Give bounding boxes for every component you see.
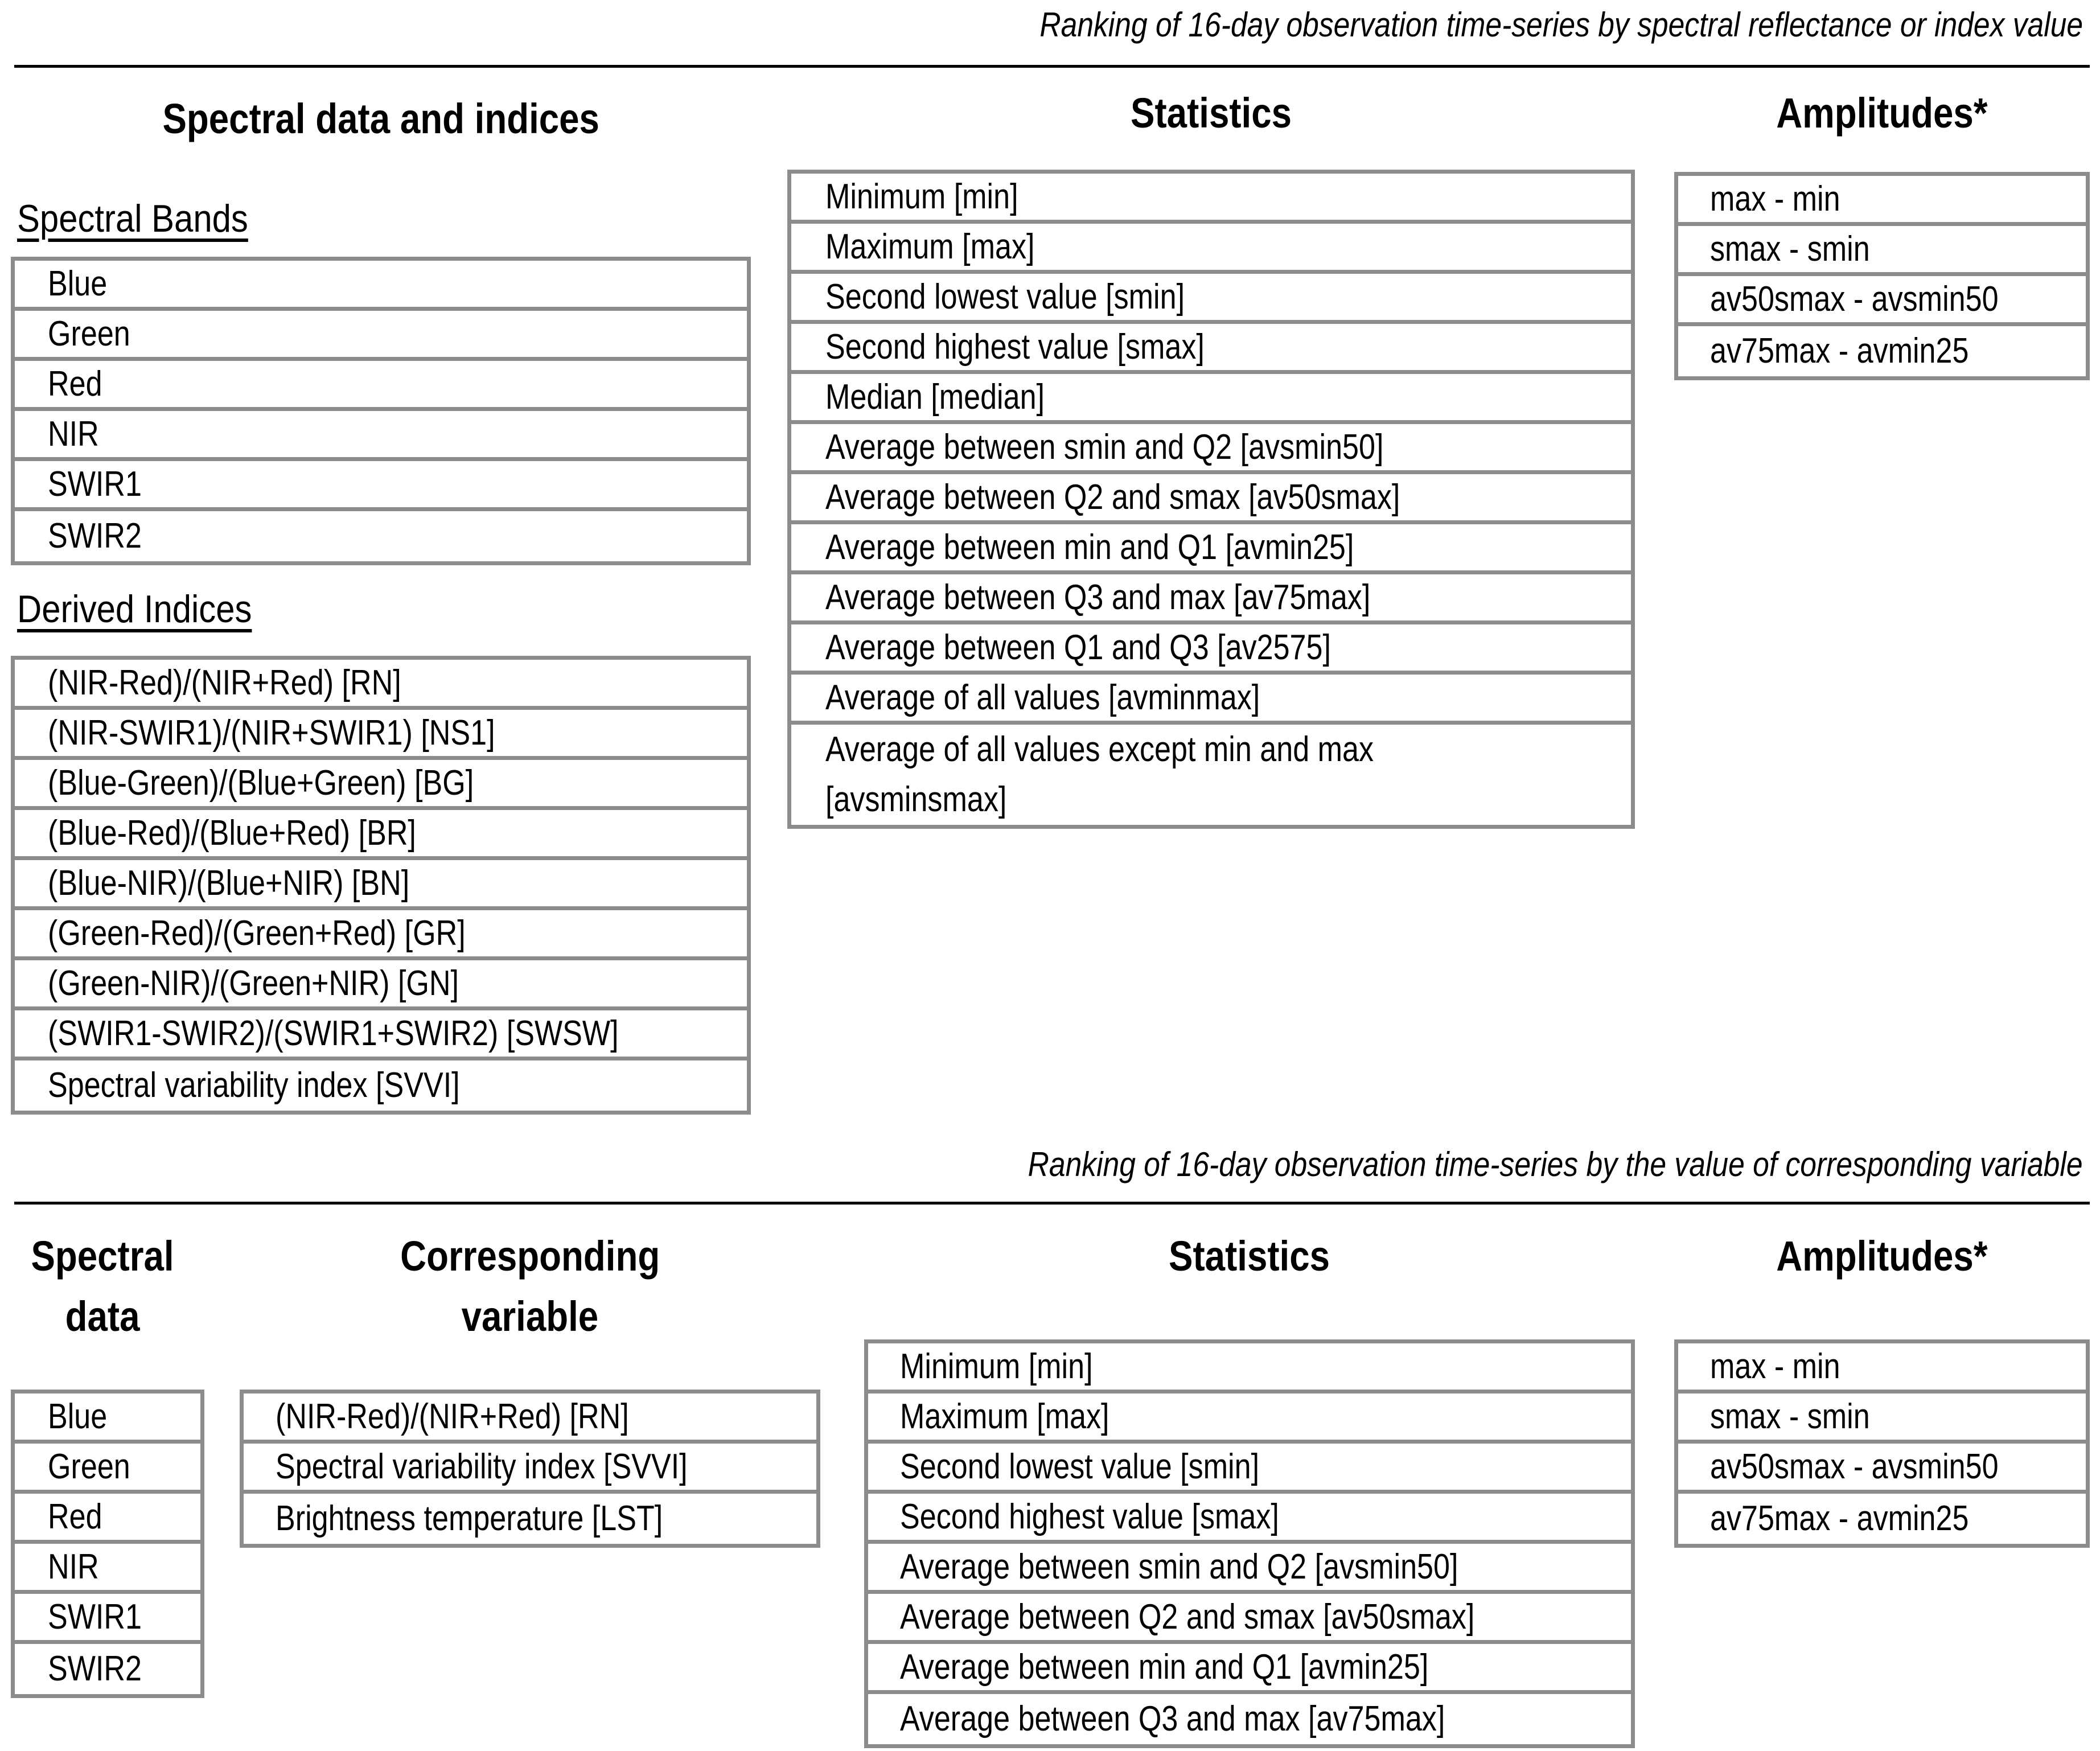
list-item-band: Green bbox=[15, 311, 747, 361]
amplitudes-heading: Amplitudes* bbox=[1776, 89, 1988, 137]
list-item-statistic: Average between Q1 and Q3 [av2575] bbox=[791, 624, 1631, 675]
list-item-statistic: Average of all values [avminmax] bbox=[791, 675, 1631, 725]
heading-line: variable bbox=[461, 1293, 599, 1340]
list-item-index: (Blue-Green)/(Blue+Green) [BG] bbox=[15, 760, 747, 810]
derived-indices-label: Derived Indices bbox=[17, 587, 252, 631]
section2-divider bbox=[14, 1202, 2090, 1205]
list-item-statistic: Second lowest value [smin] bbox=[791, 274, 1631, 324]
list-item-band: SWIR2 bbox=[48, 1649, 142, 1688]
list-item-amplitude: av75max - avmin25 bbox=[1710, 1499, 1969, 1538]
list-item-index: (SWIR1-SWIR2)/(SWIR1+SWIR2) [SWSW] bbox=[15, 1010, 747, 1061]
section2-caption: Ranking of 16-day observation time-series by the value of corresponding variable bbox=[1028, 1145, 2083, 1183]
list-item-index: (NIR-SWIR1)/(NIR+SWIR1) [NS1] bbox=[15, 710, 747, 760]
list-item-band: SWIR1 bbox=[15, 1594, 200, 1644]
list-item-statistic: Maximum [max] bbox=[791, 224, 1631, 274]
list-item-band: Red bbox=[15, 361, 747, 411]
statistics-table-2 bbox=[864, 1339, 1635, 1748]
statistics-heading-2: Statistics bbox=[1169, 1232, 1330, 1280]
list-item-statistic: Average between min and Q1 [avmin25] bbox=[791, 524, 1631, 574]
list-item-statistic: Average between smin and Q2 [avsmin50] bbox=[868, 1544, 1631, 1594]
list-item-band: SWIR1 bbox=[15, 461, 747, 511]
statistics-table bbox=[787, 170, 1635, 829]
statistics-heading: Statistics bbox=[1131, 89, 1292, 137]
list-item-band: Blue bbox=[15, 1394, 200, 1444]
list-item-statistic: Average between Q3 and max [av75max] bbox=[900, 1699, 1445, 1738]
list-item-statistic: Median [median] bbox=[791, 374, 1631, 424]
list-item-variable: Brightness temperature [LST] bbox=[276, 1499, 663, 1538]
spectral-bands-label: Spectral Bands bbox=[17, 197, 248, 240]
list-item-amplitude: av75max - avmin25 bbox=[1710, 331, 1969, 371]
list-item-amplitude: av50smax - avsmin50 bbox=[1678, 276, 2086, 326]
list-item-statistic: Average between min and Q1 [avmin25] bbox=[868, 1644, 1631, 1694]
list-item-band: Green bbox=[15, 1444, 200, 1494]
corresponding-variable-heading bbox=[240, 1226, 820, 1347]
list-item-band: Blue bbox=[15, 261, 747, 311]
list-item-band: SWIR2 bbox=[48, 516, 142, 556]
heading-line: Corresponding bbox=[400, 1232, 660, 1280]
list-item-band: NIR bbox=[15, 411, 747, 461]
list-item-statistic: Average between Q3 and max [av75max] bbox=[791, 574, 1631, 624]
heading-line: data bbox=[65, 1293, 140, 1340]
list-item-amplitude: smax - smin bbox=[1678, 226, 2086, 276]
list-item-index: (Green-Red)/(Green+Red) [GR] bbox=[15, 910, 747, 960]
heading-line: Spectral bbox=[31, 1232, 174, 1280]
list-item-statistic: Maximum [max] bbox=[868, 1394, 1631, 1444]
spectral-data-heading-2 bbox=[0, 1226, 205, 1347]
list-item-statistic: Minimum [min] bbox=[791, 174, 1631, 224]
list-item-amplitude: max - min bbox=[1678, 176, 2086, 226]
list-item-index: (Blue-Red)/(Blue+Red) [BR] bbox=[15, 810, 747, 860]
amplitudes-heading-2: Amplitudes* bbox=[1776, 1232, 1988, 1280]
list-item-statistic: Minimum [min] bbox=[868, 1343, 1631, 1394]
list-item-index: (NIR-Red)/(NIR+Red) [RN] bbox=[15, 660, 747, 710]
corresponding-variable-table bbox=[240, 1390, 820, 1548]
list-item-index: Spectral variability index [SVVI] bbox=[48, 1066, 460, 1105]
list-item-index: (Green-NIR)/(Green+NIR) [GN] bbox=[15, 960, 747, 1010]
list-item-statistic: Second highest value [smax] bbox=[868, 1494, 1631, 1544]
derived-indices-table bbox=[11, 656, 751, 1115]
list-item-statistic: Average of all values except min and max [avsminsmax] bbox=[825, 730, 1374, 819]
list-item-index: (Blue-NIR)/(Blue+NIR) [BN] bbox=[15, 860, 747, 910]
section1-caption: Ranking of 16-day observation time-series by spectral reflectance or index value bbox=[1039, 6, 2083, 44]
list-item-statistic: Average between Q2 and smax [av50smax] bbox=[868, 1594, 1631, 1644]
list-item-amplitude: av50smax - avsmin50 bbox=[1678, 1444, 2086, 1494]
amplitudes-table-2 bbox=[1674, 1339, 2090, 1548]
list-item-statistic: Second lowest value [smin] bbox=[868, 1444, 1631, 1494]
list-item-variable: Spectral variability index [SVVI] bbox=[244, 1444, 816, 1494]
section1-divider bbox=[14, 65, 2090, 68]
spectral-data-table-2 bbox=[11, 1390, 204, 1698]
list-item-statistic: Second highest value [smax] bbox=[791, 324, 1631, 374]
spectral-data-heading: Spectral data and indices bbox=[162, 95, 599, 142]
list-item-band: NIR bbox=[15, 1544, 200, 1594]
list-item-amplitude: max - min bbox=[1678, 1343, 2086, 1394]
amplitudes-table bbox=[1674, 172, 2090, 380]
spectral-bands-table bbox=[11, 257, 751, 565]
list-item-variable: (NIR-Red)/(NIR+Red) [RN] bbox=[244, 1394, 816, 1444]
list-item-statistic: Average between smin and Q2 [avsmin50] bbox=[791, 424, 1631, 474]
list-item-statistic: Average between Q2 and smax [av50smax] bbox=[791, 474, 1631, 524]
list-item-band: Red bbox=[15, 1494, 200, 1544]
list-item-amplitude: smax - smin bbox=[1678, 1394, 2086, 1444]
